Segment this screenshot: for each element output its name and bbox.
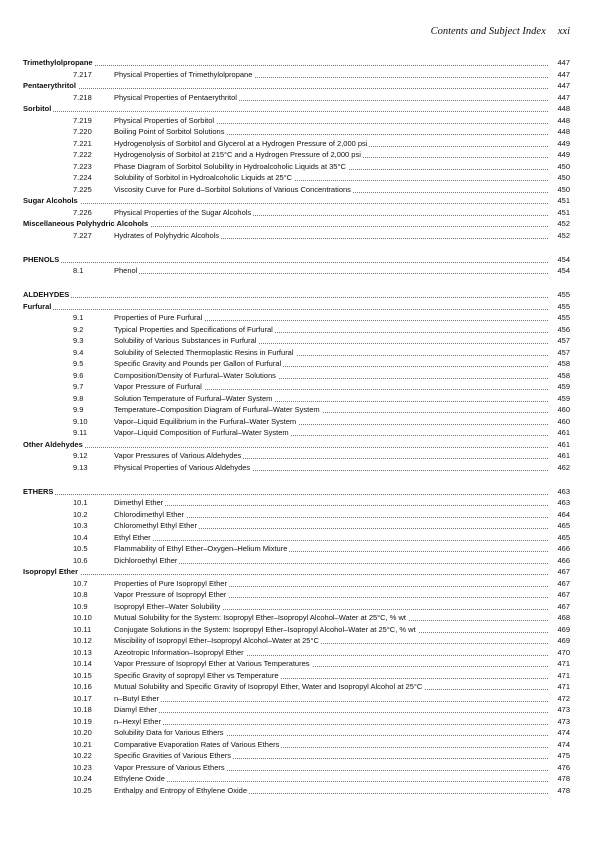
entry-page: 476 [548,762,570,774]
entry-title: Properties of Pure Furfural [114,313,203,322]
toc-entry [0,265,597,277]
entry-title: Vapor Pressures of Various Aldehydes [114,451,242,460]
entry-number: 7.221 [73,138,92,148]
entry-title: Sugar Alcohols [23,196,78,205]
entry-number: 10.10 [73,613,92,622]
toc-entry [0,184,597,196]
entry-page: 465 [548,532,570,544]
entry-title: Phenol [114,266,138,275]
entry-number: 7.219 [73,115,92,125]
entry-page: 451 [548,207,570,219]
entry-number: 10.14 [73,659,92,668]
entry-number: 7.225 [73,184,92,194]
entry-page: 467 [548,589,570,601]
toc-entry [0,450,597,462]
entry-page: 469 [548,624,570,636]
entry-title: Physical Properties of the Sugar Alcohols [114,207,252,217]
toc-entry [0,624,597,636]
entry-page: 465 [548,520,570,532]
entry-page: 466 [548,543,570,555]
toc-entry [0,462,597,474]
entry-title: Vapor Pressure of Isopropyl Ether at Various Temperatures [114,659,310,668]
entry-page: 472 [548,693,570,705]
entry-number: 9.6 [73,370,84,380]
entry-number: 10.13 [73,647,92,657]
entry-title: Diamyl Ether [114,705,157,714]
toc-entry [0,230,597,242]
entry-number: 10.24 [73,774,92,783]
entry-page: 458 [548,358,570,370]
entry-page: 450 [548,172,570,184]
entry-number: 7.218 [73,92,92,102]
entry-title: Azeotropic Information–Isopropyl Ether [114,647,244,657]
entry-title: Conjugate Solutions in the System: Isopropyl Ether–Isopropyl Alcohol–Water at 25°C, % wt [114,624,416,634]
entry-title: Phase Diagram of Sorbitol Solubility in Hydroalcoholic Liquids at 35°C [114,161,346,171]
toc-entry [0,427,597,439]
entry-number: 9.5 [73,359,84,368]
toc-entry [0,543,597,555]
entry-title: Specific Gravity and Pounds per Gallon of Furfural [114,359,282,368]
toc-entry [0,578,597,590]
entry-page: 460 [548,404,570,416]
toc-entry [0,69,597,81]
entry-page: 478 [548,785,570,797]
entry-page: 455 [548,312,570,324]
toc-entry [0,370,597,382]
entry-title: Ethyl Ether [114,532,151,542]
entry-page: 452 [548,230,570,242]
toc-entry [0,716,597,728]
entry-page: 470 [548,647,570,659]
entry-number: 10.21 [73,739,92,749]
entry-number: 10.23 [73,762,92,772]
entry-page: 449 [548,138,570,150]
entry-title: PHENOLS [23,254,60,264]
entry-title: n–Butyl Ether [114,693,160,703]
entry-title: Vapor–Liquid Composition of Furfural–Water System [114,428,289,437]
toc-subheading [0,566,597,578]
entry-number: 10.4 [73,532,88,542]
entry-title: Boiling Point of Sorbitol Solutions [114,127,225,136]
entry-page: 459 [548,381,570,393]
entry-page: 462 [548,462,570,474]
entry-number: 10.3 [73,521,88,530]
entry-number: 10.18 [73,705,92,714]
entry-title: Physical Properties of Pentaerythritol [114,92,237,102]
entry-number: 10.15 [73,670,92,680]
toc-entry [0,497,597,509]
entry-page: 474 [548,727,570,739]
entry-number: 7.217 [73,69,92,79]
toc-subheading [0,80,597,92]
entry-title: Composition/Density of Furfural–Water Solutions [114,370,276,380]
entry-title: Solubility of Sorbitol in Hydroalcoholic Liquids at 25°C [114,173,293,182]
toc-subheading [0,195,597,207]
entry-number: 8.1 [73,266,84,275]
page-number: xxi [557,26,570,37]
entry-number: 9.10 [73,416,88,426]
toc-entry [0,762,597,774]
toc-entry [0,681,597,693]
entry-title: Hydrogenolysis of Sorbitol at 215°C and a Hydrogen Pressure of 2,000 psi [114,150,361,159]
entry-page: 455 [548,301,570,313]
toc-entry [0,161,597,173]
entry-number: 9.7 [73,382,84,391]
entry-title: Mutual Solubility for the System: Isopropyl Ether–Isopropyl Alcohol–Water at 25°C, % wt [114,613,407,622]
entry-title: Vapor Pressure of Various Ethers [114,762,225,772]
entry-number: 10.19 [73,716,92,726]
entry-number: 10.17 [73,693,92,703]
entry-title: Flammability of Ethyl Ether–Oxygen–Helium Mixture [114,544,288,553]
entry-title: Pentaerythritol [23,81,76,90]
entry-title: Enthalpy and Entropy of Ethylene Oxide [114,785,248,795]
entry-title: Properties of Pure Isopropyl Ether [114,578,227,588]
entry-title: Solution Temperature of Furfural–Water System [114,393,273,403]
entry-number: 7.224 [73,173,92,182]
entry-title: Hydrogenolysis of Sorbitol and Glycerol at a Hydrogen Pressure of 2,000 psi [114,138,368,148]
entry-title: Vapor–Liquid Equilibrium in the Furfural–Water System [114,416,297,426]
entry-title: Hydrates of Polyhydric Alcohols [114,230,220,240]
toc-entry [0,358,597,370]
entry-page: 473 [548,716,570,728]
toc-entry [0,635,597,647]
toc-entry [0,739,597,751]
entry-page: 461 [548,439,570,451]
entry-title: Isopropyl Ether–Water Solubility [114,601,221,611]
toc-entry [0,126,597,138]
toc-entry [0,312,597,324]
entry-number: 9.8 [73,393,84,403]
entry-title: Sorbitol [23,104,52,113]
entry-number: 9.1 [73,313,84,322]
toc-entry [0,750,597,762]
entry-number: 7.220 [73,127,92,136]
entry-title: Furfural [23,301,52,311]
entry-title: Physical Properties of Sorbitol [114,115,215,125]
entry-title: Isopropyl Ether [23,567,79,576]
entry-number: 10.16 [73,682,92,691]
toc-entry [0,416,597,428]
entry-page: 468 [548,612,570,624]
entry-page: 473 [548,704,570,716]
toc-entry [0,172,597,184]
entry-page: 467 [548,566,570,578]
entry-page: 454 [548,254,570,266]
entry-title: Trimethylolpropane [23,58,93,67]
toc-entry [0,347,597,359]
entry-title: Physical Properties of Various Aldehydes [114,462,251,472]
entry-number: 10.25 [73,785,92,795]
entry-title: Physical Properties of Trimethylolpropane [114,69,253,79]
toc-subheading [0,301,597,313]
entry-page: 466 [548,555,570,567]
entry-page: 447 [548,80,570,92]
toc-entry [0,207,597,219]
entry-page: 447 [548,69,570,81]
entry-title: Viscosity Curve for Pure d–Sorbitol Solutions of Various Concentrations [114,184,351,194]
entry-page: 463 [548,486,570,498]
entry-number: 10.11 [73,624,92,634]
entry-number: 10.1 [73,498,88,507]
entry-page: 463 [548,497,570,509]
entry-number: 7.227 [73,230,92,240]
entry-number: 10.22 [73,751,92,760]
entry-title: Temperature–Composition Diagram of Furfural–Water System [114,405,320,414]
toc-entry [0,138,597,150]
entry-page: 467 [548,578,570,590]
entry-title: ETHERS [23,486,54,496]
entry-page: 461 [548,427,570,439]
entry-number: 7.222 [73,150,92,159]
toc-entry [0,393,597,405]
entry-title: ALDEHYDES [23,290,70,299]
toc-entry [0,509,597,521]
entry-title: Specific Gravity of sopropyl Ether vs Temperature [114,670,279,680]
toc-entry [0,773,597,785]
entry-title: Solubility Data for Various Ethers [114,728,224,737]
entry-title: Miscellaneous Polyhydric Alcohols [23,219,149,228]
entry-title: Other Aldehydes [23,439,83,449]
toc-entry [0,670,597,682]
entry-title: Comparative Evaporation Rates of Various Ethers [114,739,280,749]
entry-page: 467 [548,601,570,613]
entry-number: 7.223 [73,161,92,171]
entry-title: n–Hexyl Ether [114,716,162,726]
toc-entry [0,532,597,544]
entry-title: Vapor Pressure of Furfural [114,382,202,391]
toc-entry [0,727,597,739]
entry-number: 10.7 [73,578,88,588]
entry-page: 471 [548,681,570,693]
toc-subheading [0,439,597,451]
entry-page: 457 [548,335,570,347]
toc-entry [0,704,597,716]
entry-page: 461 [548,450,570,462]
entry-title: Typical Properties and Specifications of Furfural [114,324,273,334]
entry-page: 454 [548,265,570,277]
toc-subheading [0,103,597,115]
entry-page: 458 [548,370,570,382]
entry-page: 450 [548,184,570,196]
entry-number: 9.9 [73,405,84,414]
entry-number: 10.20 [73,728,92,737]
entry-number: 7.226 [73,207,92,217]
entry-title: Ethylene Oxide [114,774,165,783]
entry-number: 9.11 [73,428,88,437]
toc-entry [0,92,597,104]
entry-number: 10.6 [73,555,88,565]
entry-page: 464 [548,509,570,521]
entry-title: Dichloroethyl Ether [114,555,178,565]
entry-page: 448 [548,126,570,138]
entry-number: 10.12 [73,636,92,645]
entry-page: 449 [548,149,570,161]
entry-number: 10.5 [73,544,88,553]
toc-entry [0,149,597,161]
entry-page: 469 [548,635,570,647]
entry-page: 460 [548,416,570,428]
entry-page: 450 [548,161,570,173]
toc-entry [0,589,597,601]
entry-page: 459 [548,393,570,405]
entry-number: 9.13 [73,462,88,472]
toc-entry [0,324,597,336]
entry-page: 457 [548,347,570,359]
entry-page: 478 [548,773,570,785]
entry-number: 9.2 [73,324,84,334]
entry-title: Mutual Solubility and Specific Gravity of Isopropyl Ether, Water and Isopropyl Alcohol at 25°C [114,682,423,691]
toc-entry [0,612,597,624]
entry-number: 10.9 [73,601,88,611]
entry-number: 9.4 [73,347,84,357]
entry-page: 474 [548,739,570,751]
entry-page: 455 [548,289,570,301]
entry-page: 456 [548,324,570,336]
entry-page: 471 [548,658,570,670]
entry-page: 448 [548,115,570,127]
entry-page: 447 [548,57,570,69]
toc-entry [0,658,597,670]
entry-title: Specific Gravities of Various Ethers [114,751,231,760]
toc-entry [0,115,597,127]
running-header [431,26,570,37]
entry-title: Chloromethyl Ethyl Ether [114,521,197,530]
toc-entry [0,693,597,705]
toc-entry [0,601,597,613]
entry-title: Chlorodimethyl Ether [114,509,185,519]
toc-section-heading [0,486,597,498]
entry-page: 471 [548,670,570,682]
toc-entry [0,647,597,659]
entry-number: 9.3 [73,336,84,345]
entry-title: Vapor Pressure of Isopropyl Ether [114,590,227,599]
entry-page: 448 [548,103,570,115]
entry-title: Miscibility of Isopropyl Ether–Isopropyl Alcohol–Water at 25°C [114,636,319,645]
toc-entry [0,785,597,797]
toc-entry [0,335,597,347]
entry-number: 10.8 [73,590,88,599]
toc-entry [0,381,597,393]
toc-subheading [0,57,597,69]
entry-number: 10.2 [73,509,88,519]
entry-number: 9.12 [73,451,88,460]
entry-page: 475 [548,750,570,762]
entry-page: 451 [548,195,570,207]
entry-title: Solubility of Selected Thermoplastic Resins in Furfural [114,347,294,357]
toc-entry [0,520,597,532]
toc-section-heading [0,254,597,266]
toc-section-heading [0,289,597,301]
entry-title: Solubility of Various Substances in Furfural [114,336,257,345]
entry-page: 452 [548,218,570,230]
running-header-title: Contents and Subject Index [430,26,546,37]
entry-title: Dimethyl Ether [114,498,164,507]
toc-entry [0,404,597,416]
toc-subheading [0,218,597,230]
entry-page: 447 [548,92,570,104]
toc-entry [0,555,597,567]
